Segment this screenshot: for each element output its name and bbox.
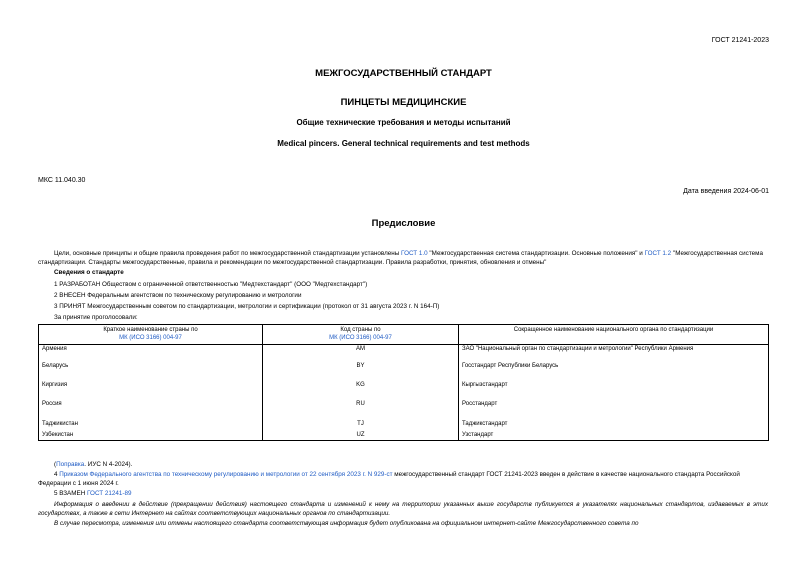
item-adopted: 3 ПРИНЯТ Межгосударственным советом по стандартизации, метрологии и сертификации (протокол от 31 августа 2023 г. N 164-П) [54,303,440,310]
item-order [38,470,768,488]
country-cell: Узбекистан [39,431,263,441]
country-cell: Киргизия [39,381,263,400]
header-country-code [263,325,459,345]
header-country-line1: Краткое наименование страны по [103,327,198,333]
body-cell: Росстандарт [459,400,769,420]
header-national-body: Сокращенное наименование национального органа по стандартизации [459,325,769,345]
code-cell: RU [263,400,459,420]
country-cell: Армения [39,345,263,362]
code-cell: TJ [263,420,459,431]
amendment-note [54,460,768,469]
body-cell: Таджикстандарт [459,420,769,431]
gost-1-0-link[interactable]: ГОСТ 1.0 [401,250,428,257]
table-header-row [39,325,769,345]
code-cell: KG [263,381,459,400]
standard-type-heading: МЕЖГОСУДАРСТВЕННЫЙ СТАНДАРТ [315,68,492,79]
code-cell: UZ [263,431,459,441]
body-cell: Узстандарт [459,431,769,441]
mk-iso-link-2[interactable]: МК (ИСО 3166) 004-97 [329,335,392,341]
order-link[interactable]: Приказом Федерального агентства по техническому регулированию и метрологии от 22 сентября 2023 г. N 929-ст [59,471,393,478]
gost-1-2-link[interactable]: ГОСТ 1.2 [644,250,672,257]
table-row [39,345,769,362]
body-cell: Кыргызстандарт [459,381,769,400]
document-code: ГОСТ 21241-2023 [711,37,769,44]
header-country-name [39,325,263,345]
table-row [39,400,769,420]
code-cell: AM [263,345,459,362]
preface-text-c: "Межгосударственная система стандартизации. Стандарты межгосударственные, правила и рекомендации по межгосударственной стандартизации. Правила разработки, принятия, обновления и отмены" [38,250,763,267]
body-cell: Госстандарт Республики Беларусь [459,362,769,381]
country-cell: Беларусь [39,362,263,381]
table-row [39,431,769,441]
voted-label: За принятие проголосовали: [54,314,138,321]
preface-paragraph [38,249,768,267]
mks-code: МКС 11.040.30 [38,177,86,184]
mk-iso-link-1[interactable]: МК (ИСО 3166) 004-97 [119,335,182,341]
countries-table [38,324,769,441]
item-order-number: 4 [54,471,60,478]
revision-paragraph: В случае пересмотра, изменения или отмены настоящего стандарта соответствующая информация будет опубликована на официальном интернет-сайте Межгосударственного совета по [54,520,639,527]
country-cell: Россия [39,400,263,420]
introduction-date: Дата введения 2024-06-01 [683,188,769,195]
preface-heading: Предисловие [371,218,436,229]
item-introduced: 2 ВНЕСЕН Федеральным агентством по техническому регулированию и метрологии [54,292,302,299]
header-code-line1: Код страны по [340,327,381,333]
info-paragraph: Информация о введении в действие (прекращении действия) настоящего стандарта и изменений к нему на территории указанных выше государств публикуется в указателях национальных стандартов, издаваемых в этих государствах, а также в сети Интернет на сайтах соответствующих национальных органов по стандартизации. [38,501,768,518]
item-order-text: межгосударственный стандарт ГОСТ 21241-2023 введен в действие в качестве национального стандарта Российской Федерации с 1 июня 2024 г. [38,471,740,488]
body-cell: ЗАО "Национальный орган по стандартизации и метрологии" Республики Армения [459,345,769,362]
document-title: ПИНЦЕТЫ МЕДИЦИНСКИЕ [340,97,467,108]
table-row [39,362,769,381]
preface-text-a: Цели, основные принципы и общие правила проведения работ по межгосударственной стандартизации установлены [54,250,402,257]
table-row [39,420,769,431]
code-cell: BY [263,362,459,381]
standard-info-heading: Сведения о стандарте [54,269,124,276]
preface-text-b: "Межгосударственная система стандартизации. Основные положения" и [427,250,645,257]
document-subtitle: Общие технические требования и методы испытаний [296,118,511,127]
amendment-link[interactable]: Поправка [56,461,85,468]
country-cell: Таджикистан [39,420,263,431]
amendment-text: . ИУС N 4-2024). [84,461,133,468]
gost-21241-89-link[interactable]: ГОСТ 21241-89 [87,490,132,497]
item-developed: 1 РАЗРАБОТАН Обществом с ограниченной ответственностью "Медтехстандарт" (ООО "Медтехстандарт") [54,281,368,288]
amendment-open: ( [54,461,57,468]
item-replaces-text: 5 ВЗАМЕН [54,490,87,497]
document-title-en: Medical pincers. General technical requirements and test methods [277,139,530,148]
table-row [39,381,769,400]
item-replaces [54,489,768,498]
